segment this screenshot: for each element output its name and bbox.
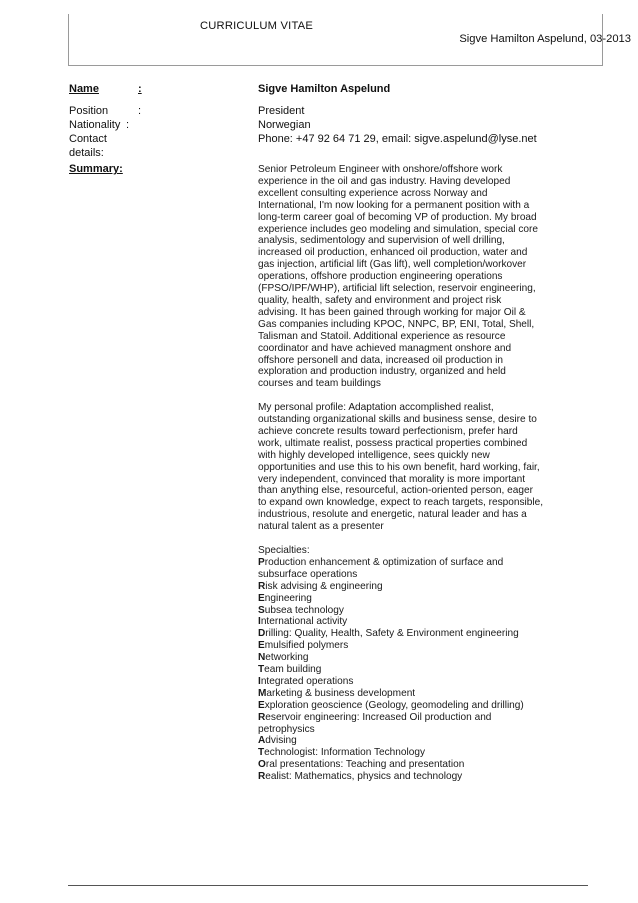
- paragraph2-line: work, ultimate realist, possess practical properties combined: [258, 437, 528, 449]
- specialty-initial: R: [258, 771, 266, 783]
- footer-divider: [68, 885, 588, 886]
- specialty-text: echnologist: Information Technology: [264, 747, 426, 759]
- specialty-text: ealist: Mathematics, physics and technology: [265, 771, 463, 783]
- specialty-text: ral presentations: Teaching and presentation: [265, 759, 465, 771]
- specialty-item: [258, 569, 573, 581]
- name-label: Name: [69, 83, 99, 95]
- specialty-item: [258, 759, 573, 771]
- specialty-text: subsurface operations: [258, 568, 358, 580]
- specialty-text: isk advising & engineering: [265, 580, 383, 592]
- specialty-initial: I: [258, 675, 261, 687]
- paragraph2-line: than anything else, resourceful, action-oriented person, eager: [258, 485, 533, 497]
- specialty-item: [258, 700, 573, 712]
- specialty-item: [258, 747, 573, 759]
- paragraph2-line: to expand own knowledge, expect to reach targets, responsible,: [258, 497, 544, 509]
- specialty-text: ubsea technology: [264, 604, 344, 616]
- specialty-item: [258, 628, 573, 640]
- paragraph2-line: achieve concrete results toward perfectionism, prefer hard: [258, 425, 518, 437]
- specialty-item: [258, 652, 573, 664]
- specialty-initial: I: [258, 616, 261, 628]
- specialty-text: nternational activity: [260, 616, 348, 628]
- name-colon: :: [138, 83, 142, 95]
- specialty-text: ngineering: [264, 592, 312, 604]
- specialty-text: mulsified polymers: [264, 640, 349, 652]
- specialty-initial: O: [258, 759, 266, 771]
- profile-paragraph: [258, 402, 573, 533]
- paragraph1-line: Talisman and Statoil. Additional experience as resource: [258, 330, 506, 342]
- specialty-text: roduction enhancement & optimization of surface and: [264, 556, 504, 568]
- specialty-item: [258, 688, 573, 700]
- paragraph2-line: outstanding organizational skills and business sense, desire to: [258, 414, 537, 426]
- paragraph2-line: very independent, convinced that morality is more important: [258, 473, 526, 485]
- position-colon: :: [138, 105, 142, 117]
- specialty-item: [258, 712, 573, 724]
- paragraph1-line: exploration and production industry, organized and held: [258, 366, 506, 378]
- paragraph2-line: with highly developed intelligence, sees quickly new: [258, 449, 490, 461]
- paragraph2-line: industrious, resolute and energetic, natural leader and has a: [258, 509, 527, 521]
- paragraph1-line: Senior Petroleum Engineer with onshore/offshore work: [258, 164, 503, 175]
- paragraph1-line: analysis, sedimentology and supervision of well drilling,: [258, 235, 505, 247]
- document-subtitle: Sigve Hamilton Aspelund, 03-2013: [459, 33, 631, 45]
- paragraph1-line: (FPSO/IPF/WHP), artificial lift selection, reservoir engineering,: [258, 283, 536, 295]
- paragraph2-line: opportunities and use this to his own benefit, hard working, fair,: [258, 461, 540, 473]
- specialties-heading: Specialties:: [258, 544, 310, 556]
- specialty-initial: T: [258, 664, 265, 676]
- specialty-item: [258, 724, 573, 736]
- paragraph2-line: natural talent as a presenter: [258, 521, 384, 533]
- paragraph2-line: My personal profile: Adaptation accomplished realist,: [258, 402, 494, 414]
- paragraph1-line: experience includes geo modeling and simulation, special core: [258, 223, 538, 235]
- paragraph1-line: courses and team buildings: [258, 378, 381, 390]
- specialty-text: xploration geoscience (Geology, geomodeling and drilling): [264, 699, 524, 711]
- specialties-list: [258, 557, 573, 783]
- paragraph1-line: coordinator and have achieved managment onshore and: [258, 342, 512, 354]
- specialty-text: dvising: [265, 735, 297, 747]
- specialty-item: [258, 664, 573, 676]
- summary-paragraph: [258, 164, 573, 390]
- specialty-initial: T: [258, 747, 265, 759]
- nationality-colon: :: [126, 119, 130, 131]
- specialty-item: [258, 771, 573, 783]
- specialty-item: [258, 557, 573, 569]
- summary-text: [258, 164, 573, 783]
- paragraph1-line: offshore personell and data, increased oil production in: [258, 354, 504, 366]
- specialty-item: [258, 581, 573, 593]
- paragraph1-line: quality, health, safety and environment and project risk: [258, 294, 502, 306]
- specialty-item: [258, 616, 573, 628]
- specialty-item: [258, 676, 573, 688]
- contact-value: Phone: +47 92 64 71 29, email: sigve.aspelund@lyse.net: [258, 133, 537, 145]
- contact-label: Contact details:: [69, 133, 107, 159]
- specialty-text: ntegrated operations: [260, 675, 354, 687]
- specialty-initial: P: [258, 556, 265, 568]
- specialty-initial: D: [258, 628, 266, 640]
- specialty-initial: E: [258, 640, 265, 652]
- specialty-initial: E: [258, 699, 265, 711]
- position-label: Position: [69, 105, 109, 117]
- nationality-value: Norwegian: [258, 119, 311, 131]
- specialty-text: rilling: Quality, Health, Safety & Environment engineering: [265, 628, 519, 640]
- specialty-item: [258, 640, 573, 652]
- specialty-text: petrophysics: [258, 723, 315, 735]
- specialty-item: [258, 605, 573, 617]
- specialty-item: [258, 735, 573, 747]
- paragraph1-line: operations, offshore production engineering operations: [258, 271, 503, 283]
- specialty-text: etworking: [265, 652, 309, 664]
- document-title: CURRICULUM VITAE: [200, 20, 314, 32]
- paragraph1-line: excellent consulting experience across Norway and: [258, 187, 488, 199]
- specialty-text: arketing & business development: [266, 687, 416, 699]
- paragraph1-line: experience in the oil and gas industry. Having developed: [258, 175, 511, 187]
- specialty-initial: N: [258, 652, 266, 664]
- specialty-initial: A: [258, 735, 266, 747]
- specialty-initial: E: [258, 592, 265, 604]
- nationality-label: Nationality: [69, 119, 121, 131]
- name-value: Sigve Hamilton Aspelund: [258, 83, 391, 95]
- specialty-text: eam building: [264, 664, 322, 676]
- paragraph1-line: International, I'm now looking for a permanent position with a: [258, 199, 530, 211]
- specialty-text: eservoir engineering: Increased Oil production and: [265, 711, 492, 723]
- specialty-initial: R: [258, 711, 266, 723]
- summary-label: Summary:: [69, 163, 123, 175]
- paragraph1-line: increased oil production, enhanced oil production, water and: [258, 247, 528, 259]
- paragraph1-line: Gas companies including KPOC, NNPC, BP, ENI, Total, Shell,: [258, 318, 535, 330]
- paragraph1-line: gas injection, artificial lift (Gas lift), well completion/workover: [258, 259, 527, 271]
- specialty-item: [258, 593, 573, 605]
- position-value: President: [258, 105, 305, 117]
- paragraph1-line: advising. It has been gained through working for major Oil &: [258, 306, 526, 318]
- specialty-initial: S: [258, 604, 265, 616]
- specialty-initial: M: [258, 687, 267, 699]
- specialty-initial: R: [258, 580, 266, 592]
- paragraph1-line: long-term career goal of becoming VP of production. My broad: [258, 211, 537, 223]
